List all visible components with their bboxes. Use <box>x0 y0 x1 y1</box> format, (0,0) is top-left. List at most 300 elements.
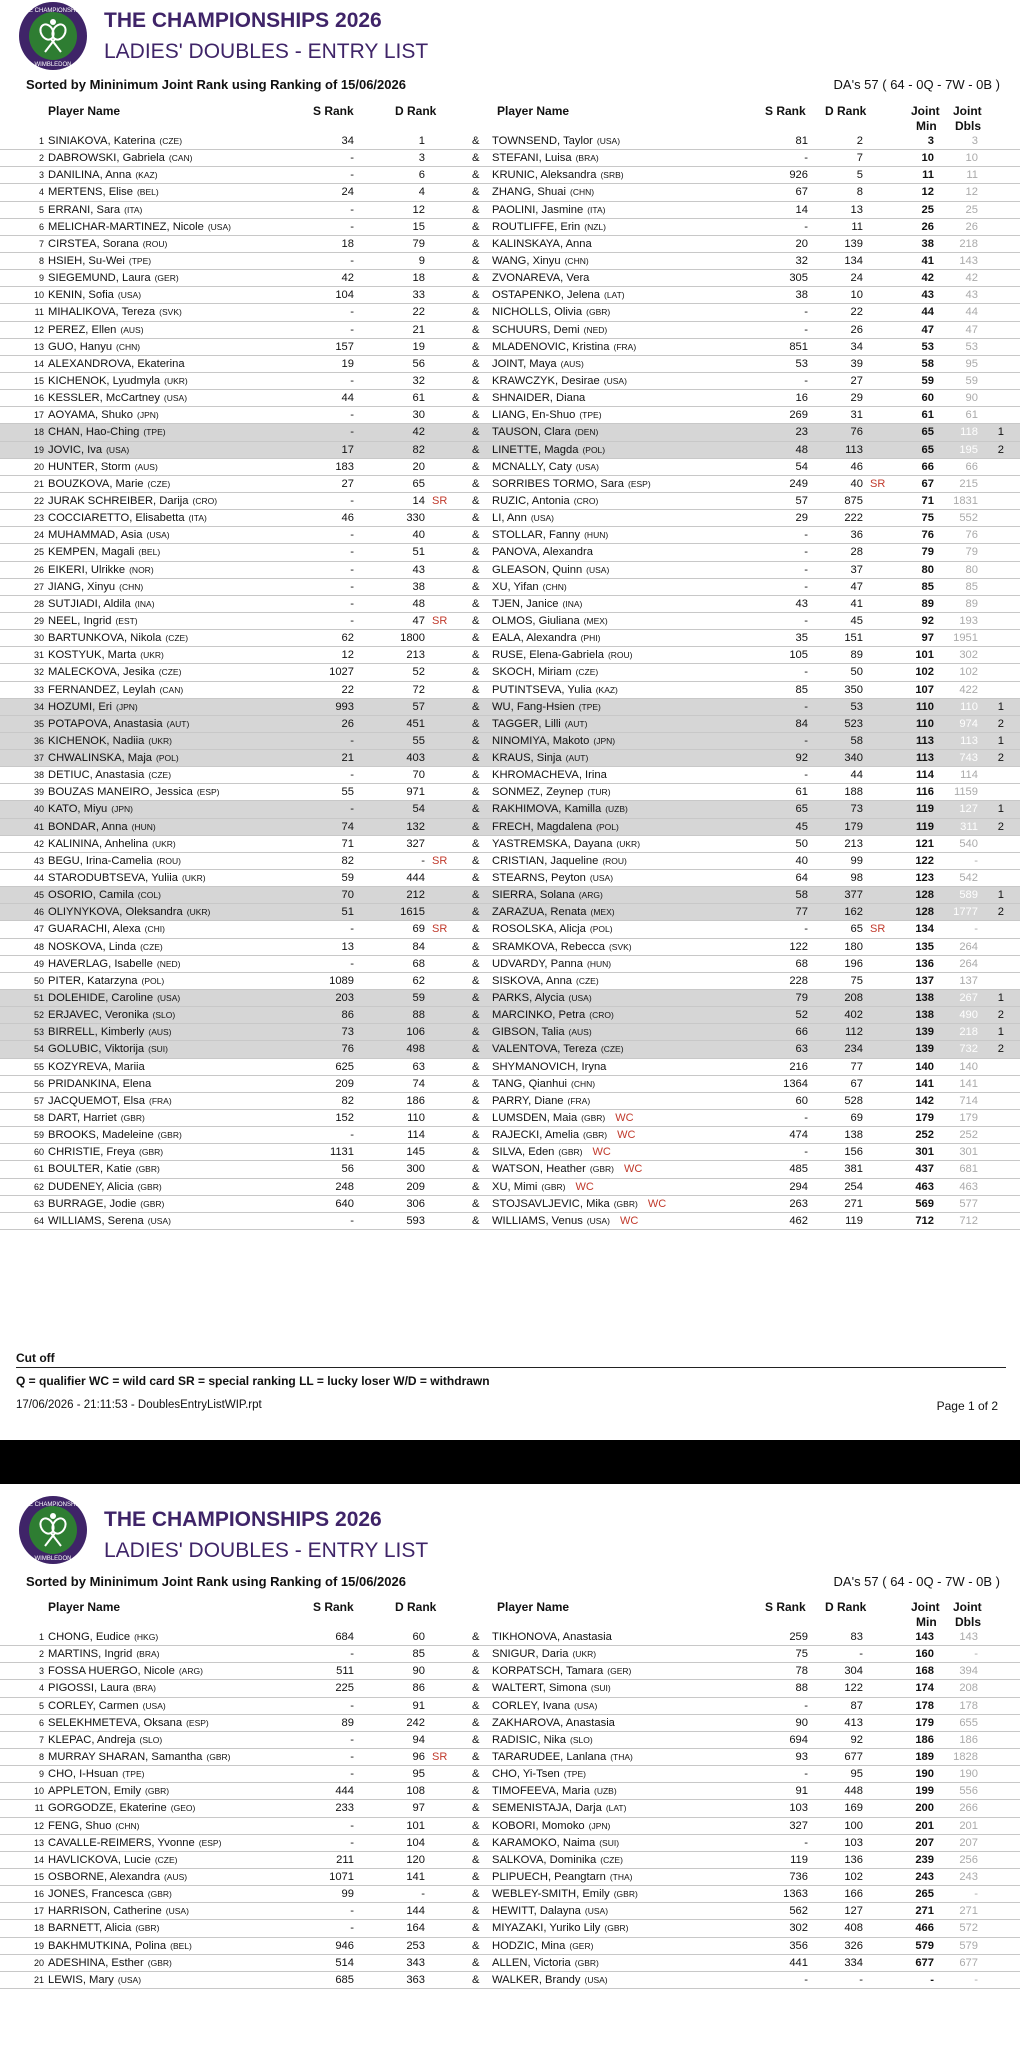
player2-nationality: (ESP) <box>628 478 651 489</box>
player2-doubles-rank: 5 <box>856 169 863 182</box>
player2-name-text: OSTAPENKO, Jelena <box>492 289 600 302</box>
row-number: 1 <box>38 1632 44 1642</box>
player1-name-text: KATO, Miyu <box>48 803 108 816</box>
joint-doubles-rank: 3 <box>971 135 978 147</box>
player2-doubles-rank: 179 <box>844 820 863 833</box>
entry-list-page-2 <box>0 1484 1020 2048</box>
joint-min-rank: 42 <box>921 272 934 285</box>
player2-singles-rank: 851 <box>789 340 808 353</box>
player1-singles-rank: - <box>350 529 354 542</box>
player1-doubles-rank: 97 <box>412 1802 425 1815</box>
player1-singles-rank: 19 <box>341 357 354 370</box>
player1-singles-rank: - <box>350 323 354 336</box>
joint-doubles-rank: 463 <box>959 1180 978 1193</box>
player1-doubles-rank: 20 <box>412 460 425 473</box>
row-number: 6 <box>38 221 44 232</box>
player2-nationality: (BRA) <box>575 153 599 164</box>
player1-name-text: GUO, Hanyu <box>48 340 113 353</box>
player1-name <box>48 527 170 544</box>
partner-separator: & <box>472 512 480 525</box>
joint-doubles-rank: 141 <box>959 1077 978 1090</box>
table-row <box>0 1629 1020 1646</box>
joint-min-rank: 10 <box>921 152 934 165</box>
player1-name-text: DABROWSKI, Gabriela <box>48 152 165 165</box>
player2-nationality: (USA) <box>575 461 599 472</box>
player2-name-text: KHROMACHEVA, Irina <box>492 769 607 782</box>
player2-name <box>492 767 621 784</box>
joint-min-rank: 569 <box>915 1197 934 1210</box>
player2-singles-rank: - <box>804 1146 808 1159</box>
tie-group: 1 <box>997 426 1004 439</box>
player1-singles-rank: 203 <box>335 992 354 1005</box>
joint-doubles-rank: 85 <box>965 580 978 593</box>
player1-name-text: JONES, Francesca <box>48 1888 144 1901</box>
player1-nationality: (BEL) <box>138 547 161 558</box>
joint-doubles-rank: 10 <box>965 152 978 165</box>
partner-separator: & <box>472 152 480 165</box>
player1-doubles-rank: 1615 <box>400 906 425 919</box>
player1-name <box>48 1783 169 1800</box>
joint-min-rank: 437 <box>915 1163 934 1176</box>
row-number: 27 <box>33 581 44 592</box>
player1-name <box>48 270 179 287</box>
player1-name <box>48 956 181 973</box>
table-row <box>0 322 1020 339</box>
player1-doubles-rank: 108 <box>406 1785 425 1798</box>
player1-nationality: (GBR) <box>120 1113 145 1124</box>
joint-doubles-rank: 1831 <box>953 494 978 507</box>
partner-separator: & <box>472 769 480 782</box>
player1-name-text: SIEGEMUND, Laura <box>48 272 151 285</box>
player1-nationality: (TPE) <box>122 1769 145 1780</box>
header-drank-2: D Rank <box>825 1600 867 1614</box>
table-row <box>0 253 1020 270</box>
player1-singles-rank: 685 <box>335 1973 354 1986</box>
row-number: 42 <box>33 838 44 849</box>
player1-name-text: ERJAVEC, Veronika <box>48 1009 149 1022</box>
player2-name <box>492 682 628 699</box>
player2-nationality: (JPN) <box>588 1820 611 1831</box>
joint-min-rank: 139 <box>915 1043 934 1056</box>
joint-doubles-rank: 264 <box>959 940 978 953</box>
player2-name-text: RUZIC, Antonia <box>492 494 570 507</box>
player2-nationality: (SUI) <box>590 1683 611 1694</box>
row-number: 12 <box>33 324 44 335</box>
player2-name <box>492 870 623 887</box>
player1-singles-rank: 993 <box>335 700 354 713</box>
player1-doubles-rank: 15 <box>412 220 425 233</box>
player1-name <box>48 1161 160 1178</box>
player2-name <box>492 424 608 441</box>
player2-name <box>492 1629 626 1646</box>
player2-name-text: MIYAZAKI, Yuriko Lily <box>492 1922 601 1935</box>
player2-singles-rank: 119 <box>790 1853 808 1866</box>
player1-name-text: PEREZ, Ellen <box>48 323 117 336</box>
player1-name-text: HAVERLAG, Isabelle <box>48 957 153 970</box>
player2-doubles-rank: 26 <box>850 323 863 336</box>
joint-doubles-rank: 712 <box>959 1214 978 1227</box>
player2-name <box>492 407 612 424</box>
player2-name-text: HEWITT, Dalayna <box>492 1905 581 1918</box>
player2-name <box>492 544 607 561</box>
player1-name <box>48 442 129 459</box>
player2-nationality: (CHN) <box>542 581 567 592</box>
player2-name-text: TAGGER, Lilli <box>492 717 561 730</box>
player2-nationality: (GBR) <box>574 1957 599 1968</box>
player2-nationality: (POL) <box>596 821 619 832</box>
player1-singles-rank: - <box>350 580 354 593</box>
row-number: 5 <box>38 1700 44 1711</box>
player2-nationality: (SVK) <box>608 941 632 952</box>
player2-name <box>492 1818 620 1835</box>
partner-separator: & <box>472 1870 480 1883</box>
player2-singles-rank: 259 <box>789 1631 808 1643</box>
table-row <box>0 339 1020 356</box>
joint-doubles-rank: 190 <box>959 1768 978 1781</box>
player2-name <box>492 1869 642 1886</box>
row-number: 37 <box>33 753 44 764</box>
player2-singles-rank: - <box>804 1768 808 1781</box>
player2-doubles-rank: 156 <box>844 1146 863 1159</box>
player2-name-text: STOLLAR, Fanny <box>492 529 581 542</box>
partner-separator: & <box>472 135 480 147</box>
player2-singles-rank: 562 <box>789 1905 808 1918</box>
player1-singles-rank: 1089 <box>329 974 354 987</box>
player1-nationality: (SLO) <box>139 1734 163 1745</box>
joint-min-rank: 110 <box>915 700 934 713</box>
player1-doubles-rank: 51 <box>412 546 425 559</box>
player1-name-text: APPLETON, Emily <box>48 1785 142 1798</box>
player2-name <box>492 1886 648 1903</box>
cutoff-label: Cut off <box>16 1351 55 1365</box>
partner-separator: & <box>472 786 480 799</box>
player2-nationality: (AUS) <box>568 1027 592 1038</box>
partner-separator: & <box>472 306 480 319</box>
player2-name-text: SORRIBES TORMO, Sara <box>492 477 625 490</box>
player2-name <box>492 1059 620 1076</box>
player2-name-text: YASTREMSKA, Dayana <box>492 837 613 850</box>
player2-name-text: STEFANI, Luisa <box>492 152 572 165</box>
player1-name-text: NOSKOVA, Linda <box>48 940 137 953</box>
player1-singles-rank: 211 <box>336 1853 354 1866</box>
joint-min-rank: 134 <box>915 923 934 936</box>
table-row <box>0 579 1020 596</box>
player1-doubles-rank: 70 <box>412 769 425 782</box>
player1-nationality: (GBR) <box>206 1751 231 1762</box>
player1-doubles-rank: 88 <box>412 1009 425 1022</box>
joint-doubles-rank: 95 <box>965 357 978 370</box>
joint-doubles-rank: 114 <box>960 769 978 782</box>
joint-doubles-rank: 178 <box>959 1699 978 1712</box>
player1-nationality: (CZE) <box>158 667 182 678</box>
player2-name <box>492 784 621 801</box>
header-min: Min <box>916 119 937 133</box>
player2-singles-rank: 64 <box>795 872 808 885</box>
player1-name <box>48 219 231 236</box>
player2-doubles-rank: 208 <box>844 992 863 1005</box>
player1-name <box>48 1110 145 1127</box>
player2-name-text: CHO, Yi-Tsen <box>492 1768 560 1781</box>
player2-nationality: (GBR) <box>586 307 611 318</box>
player1-name <box>48 1903 189 1920</box>
player2-singles-rank: 38 <box>795 289 808 302</box>
player2-doubles-rank: 196 <box>844 957 863 970</box>
player1-name-text: PITER, Katarzyna <box>48 974 138 987</box>
player2-doubles-rank: 45 <box>850 614 863 627</box>
player1-doubles-rank: 96 <box>412 1750 425 1763</box>
player2-doubles-rank: 523 <box>844 717 863 730</box>
player1-name <box>48 801 133 818</box>
player1-name <box>48 887 161 904</box>
player2-name <box>492 887 613 904</box>
player1-name <box>48 1732 162 1749</box>
player2-singles-rank: 294 <box>789 1180 808 1193</box>
partner-separator: & <box>472 1682 480 1695</box>
player2-doubles-rank: 13 <box>850 203 863 216</box>
player2-nationality: (POL) <box>582 444 606 455</box>
player2-name <box>492 459 609 476</box>
joint-min-rank: 123 <box>915 872 934 885</box>
table-row <box>0 904 1020 921</box>
joint-min-rank: 160 <box>915 1648 934 1661</box>
partner-separator: & <box>472 529 480 542</box>
partner-separator: & <box>472 803 480 816</box>
player1-doubles-rank: 132 <box>406 820 425 833</box>
player2-singles-rank: - <box>804 666 808 679</box>
player1-nationality: (CHN) <box>115 1820 140 1831</box>
page-title: THE CHAMPIONSHIPS 2026 <box>104 1508 382 1531</box>
player1-nationality: (GER) <box>154 273 179 284</box>
player2-singles-rank: 1363 <box>783 1888 808 1901</box>
player2-nationality: (USA) <box>589 873 614 884</box>
player1-name <box>48 1972 141 1989</box>
player1-nationality: (USA) <box>146 530 170 541</box>
row-number: 43 <box>33 855 44 866</box>
table-row <box>0 510 1020 527</box>
player2-doubles-rank: 31 <box>850 409 863 422</box>
joint-min-rank: 102 <box>915 666 934 679</box>
joint-doubles-rank: 25 <box>965 203 978 216</box>
player2-doubles-rank: 408 <box>844 1922 863 1935</box>
player2-name-text: XU, Yifan <box>492 580 539 593</box>
player2-name-text: TAUSON, Clara <box>492 426 571 439</box>
player1-name-text: NEEL, Ingrid <box>48 614 112 627</box>
joint-min-rank: 75 <box>921 512 934 525</box>
row-number: 44 <box>33 873 44 884</box>
player1-name-text: BONDAR, Anna <box>48 820 128 833</box>
player2-doubles-rank: 102 <box>844 1870 863 1883</box>
table-row <box>0 1161 1020 1178</box>
player1-name <box>48 1024 172 1041</box>
player2-name-text: GIBSON, Talia <box>492 1026 565 1039</box>
table-row <box>0 921 1020 938</box>
joint-doubles-rank: - <box>974 1648 978 1661</box>
joint-min-rank: - <box>930 1973 934 1986</box>
row-number: 13 <box>33 341 44 352</box>
partner-separator: & <box>472 1077 480 1090</box>
joint-doubles-rank: 1951 <box>953 632 978 645</box>
table-row <box>0 939 1020 956</box>
joint-min-rank: 140 <box>915 1060 934 1073</box>
player1-doubles-rank: 40 <box>412 529 425 542</box>
player2-singles-rank: 14 <box>795 203 808 216</box>
partner-separator: & <box>472 632 480 645</box>
player1-nationality: (USA) <box>117 1974 142 1985</box>
direct-acceptance-summary: DA's 57 ( 64 - 0Q - 7W - 0B ) <box>833 1574 1000 1589</box>
player1-name-text: CHO, I-Hsuan <box>48 1768 119 1781</box>
player1-doubles-rank: 30 <box>412 409 425 422</box>
player1-doubles-rank: 106 <box>406 1026 425 1039</box>
joint-min-rank: 466 <box>915 1922 934 1935</box>
table-row <box>0 1007 1020 1024</box>
player2-name-text: MARCINKO, Petra <box>492 1009 586 1022</box>
player2-name-text: WALTERT, Simona <box>492 1682 587 1695</box>
player2-doubles-rank: 76 <box>850 426 863 439</box>
player2-doubles-rank: 46 <box>850 460 863 473</box>
joint-doubles-rank: 208 <box>959 1682 978 1695</box>
player1-doubles-rank: 69 <box>412 923 425 936</box>
player1-doubles-rank: 95 <box>412 1768 425 1781</box>
player2-singles-rank: 45 <box>795 820 808 833</box>
player1-doubles-rank: 21 <box>412 323 425 336</box>
player2-name <box>492 1920 638 1937</box>
joint-min-rank: 59 <box>921 374 934 387</box>
player1-name-text: FERNANDEZ, Leylah <box>48 683 156 696</box>
table-row <box>0 1093 1020 1110</box>
player1-singles-rank: 152 <box>335 1112 354 1125</box>
player2-name-text: ZHANG, Shuai <box>492 186 566 199</box>
joint-min-rank: 12 <box>921 186 934 199</box>
joint-doubles-rank: 195 <box>959 443 978 456</box>
tie-group: 2 <box>997 443 1004 456</box>
table-row <box>0 887 1020 904</box>
joint-doubles-rank: 140 <box>959 1060 978 1073</box>
tie-group: 2 <box>997 1009 1004 1022</box>
player1-name <box>48 184 159 201</box>
player2-name <box>492 1903 618 1920</box>
tie-group: 2 <box>997 820 1004 833</box>
row-number: 15 <box>33 375 44 386</box>
player1-doubles-rank: 12 <box>412 203 425 216</box>
player2-singles-rank: - <box>804 220 808 233</box>
tie-group: 2 <box>997 1043 1004 1056</box>
player1-doubles-rank: 3 <box>418 152 425 165</box>
player1-doubles-rank: - <box>421 854 425 867</box>
player1-doubles-rank: 86 <box>412 1682 425 1695</box>
player1-singles-rank: 74 <box>341 820 354 833</box>
joint-min-rank: 677 <box>915 1956 934 1969</box>
player1-name-text: PRIDANKINA, Elena <box>48 1077 152 1090</box>
player2-singles-rank: 53 <box>795 357 808 370</box>
table-row <box>0 990 1020 1007</box>
table-row <box>0 1144 1020 1161</box>
player2-singles-rank: 78 <box>795 1665 808 1678</box>
player1-doubles-rank: 94 <box>412 1733 425 1746</box>
player1-doubles-rank: 144 <box>406 1905 425 1918</box>
player1-name-text: DETIUC, Anastasia <box>48 769 145 782</box>
partner-separator: & <box>472 169 480 182</box>
logo-top-text: THE CHAMPIONSHIPS <box>20 8 86 14</box>
player2-singles-rank: 48 <box>795 443 808 456</box>
player2-doubles-rank: 47 <box>850 580 863 593</box>
player1-singles-rank: 82 <box>341 1094 354 1107</box>
partner-separator: & <box>472 1939 480 1952</box>
player2-name-text: WU, Fang-Hsien <box>492 700 575 713</box>
player1-nationality: (UKR) <box>152 838 176 849</box>
player2-name-text: NINOMIYA, Makoto <box>492 734 590 747</box>
player1-singles-rank: - <box>350 769 354 782</box>
player2-doubles-rank: 39 <box>850 357 863 370</box>
partner-separator: & <box>472 1163 480 1176</box>
player2-name-text: SHYMANOVICH, Iryna <box>492 1060 607 1073</box>
player1-doubles-rank: 72 <box>412 683 425 696</box>
player1-name <box>48 1680 156 1697</box>
player1-name-text: GUARACHI, Alexa <box>48 923 141 936</box>
player2-singles-rank: 263 <box>789 1197 808 1210</box>
player2-name-text: KALINSKAYA, Anna <box>492 237 592 250</box>
player2-name <box>492 1835 629 1852</box>
player1-name <box>48 544 160 561</box>
row-number: 32 <box>33 667 44 678</box>
player1-doubles-rank: 213 <box>406 649 425 662</box>
player2-name-text: SNIGUR, Daria <box>492 1648 569 1661</box>
joint-min-rank: 53 <box>921 340 934 353</box>
tie-group: 2 <box>997 717 1004 730</box>
player1-name-text: KENIN, Sofia <box>48 289 114 302</box>
table-row <box>0 167 1020 184</box>
partner-separator: & <box>472 272 480 285</box>
player1-name <box>48 1800 195 1817</box>
player1-name <box>48 562 154 579</box>
partner-separator: & <box>472 1922 480 1935</box>
table-row <box>0 150 1020 167</box>
player2-singles-rank: 23 <box>795 426 808 439</box>
player1-singles-rank: 86 <box>341 1009 354 1022</box>
row-number: 17 <box>33 410 44 421</box>
player1-nationality: (GBR) <box>147 1889 172 1900</box>
partner-separator: & <box>472 1956 480 1969</box>
player2-name-text: RUSE, Elena-Gabriela <box>492 649 604 662</box>
player2-name <box>492 647 643 664</box>
player2-nationality: (HUN) <box>584 530 609 541</box>
player1-doubles-rank: 56 <box>412 357 425 370</box>
player1-singles-rank: - <box>350 1214 354 1227</box>
player2-name <box>492 596 592 613</box>
player1-name-text: BOUZAS MANEIRO, Jessica <box>48 786 193 799</box>
partner-separator: & <box>472 940 480 953</box>
player2-doubles-rank: 134 <box>844 254 863 267</box>
partner-separator: & <box>472 889 480 902</box>
joint-min-rank: 139 <box>915 1026 934 1039</box>
player2-singles-rank: 327 <box>789 1819 808 1832</box>
player2-singles-rank: 43 <box>795 597 808 610</box>
player2-nationality: (CHN) <box>570 187 595 198</box>
player2-doubles-rank: 83 <box>850 1631 863 1643</box>
player2-singles-rank: 462 <box>789 1214 808 1227</box>
player1-nationality: (USA) <box>117 290 142 301</box>
player2-name <box>492 1127 635 1144</box>
partner-separator: & <box>472 1094 480 1107</box>
player2-name <box>492 1179 594 1196</box>
player2-singles-rank: 249 <box>789 477 808 490</box>
partner-separator: & <box>472 1129 480 1142</box>
player2-singles-rank: 88 <box>795 1682 808 1695</box>
partner-separator: & <box>472 426 480 439</box>
player1-name <box>48 1715 209 1732</box>
player2-doubles-rank: 350 <box>844 683 863 696</box>
header-joint-2: Joint <box>953 104 982 118</box>
player1-nationality: (TPE) <box>128 255 152 266</box>
